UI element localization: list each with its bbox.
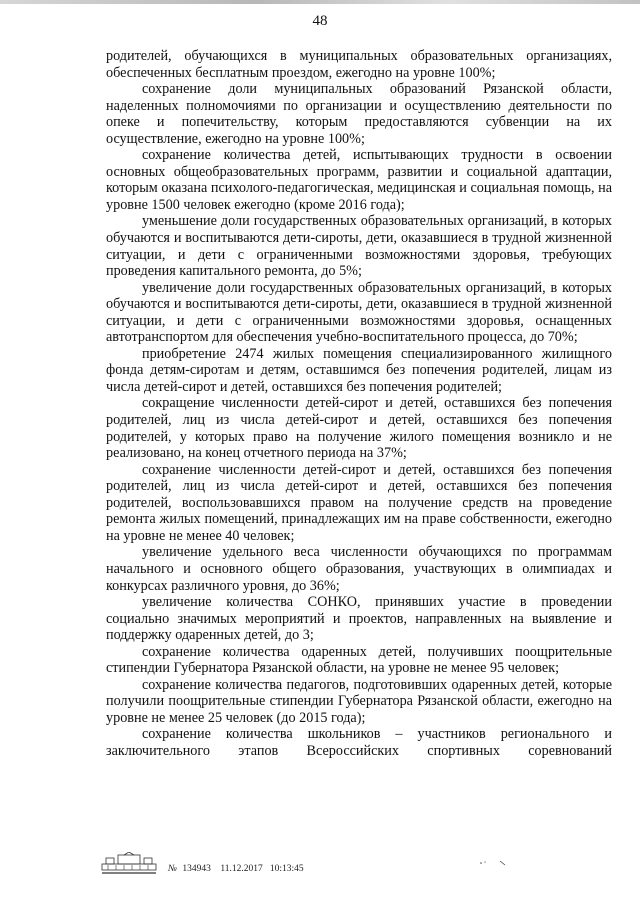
paragraph: сохранение количества одаренных детей, получивших поощрительные стипендии Губернатора Рязанской области, на уровне не менее 95 человек;	[106, 643, 612, 677]
paragraph: увеличение удельного веса численности обучающихся по программам начального и основного общего образования, участвующих в олимпиадах и конкурсах различного уровня, до 36%;	[106, 544, 612, 594]
paragraph: приобретение 2474 жилых помещения специализированного жилищного фонда детям-сиротам и детям, оставшимся без попечения родителей, лицам из числа детей-сирот и детей, оставшихся без попечения родителей;	[106, 345, 612, 395]
paragraph: увеличение количества СОНКО, принявших участие в проведении социально значимых мероприятий и проектов, направленных на выявление и поддержку одаренных детей, до 3;	[106, 594, 612, 644]
paragraph: увеличение доли государственных образовательных организаций, в которых обучаются и воспитываются дети-сироты, дети, оказавшиеся в трудной жизненной ситуации, и дети с ограниченными возможностями здоровья, оснащенных автотранспортом для обеспечения учебно-воспитательного процесса, до 70%;	[106, 279, 612, 346]
doc-date: 11.12.2017	[220, 864, 263, 874]
page-number: 48	[312, 13, 328, 29]
scan-top-edge	[0, 0, 640, 4]
document-body	[106, 48, 612, 760]
paragraph: сохранение количества детей, испытывающих трудности в освоении основных общеобразовательных программ, развитии и социальной адаптации, которым оказана психолого-педагогическая, медицинская и социальная помощь, на уровне 1500 человек ежегодно (кроме 2016 года);	[106, 147, 612, 213]
document-footer	[100, 852, 620, 892]
number-sign: №	[168, 864, 177, 874]
paragraph-continues: сохранение количества школьников – участников регионального и заключительного этапов Всероссийских спортивных соревнований	[106, 726, 612, 759]
paragraph: сохранение доли муниципальных образований Рязанской области, наделенных полномочиями по организации и осуществлению деятельности по опеке и попечительству, которым предоставляются субвенции на их осуществление, ежегодно на уровне 100%;	[106, 81, 612, 147]
paragraph: сохранение количества педагогов, подготовивших одаренных детей, которые получили поощрительные стипендии Губернатора Рязанской области, ежегодно на уровне не менее 25 человек (до 2015 года);	[106, 676, 612, 726]
registry-stamp-icon	[100, 852, 158, 876]
paragraph-continuation: родителей, обучающихся в муниципальных образовательных организациях, обеспеченных бесплатным проездом, ежегодно на уровне 100%;	[106, 48, 612, 81]
doc-time: 10:13:45	[269, 864, 304, 874]
paragraph: сокращение численности детей-сирот и детей, оставшихся без попечения родителей, лиц из числа детей-сирот и детей, оставшихся без попечения родителей, у которых право на получение жилого помещения возникло и не реализовано, на конец отчетного периода на 37%;	[106, 395, 612, 462]
document-registration-id	[168, 864, 304, 874]
doc-number: 134943	[182, 864, 211, 874]
paragraph: сохранение численности детей-сирот и детей, оставшихся без попечения родителей, лиц из числа детей-сирот и детей, оставшихся без попечения родителей, воспользовавшихся правом на получение средств на проведение ремонта жилых помещений, принадлежащих им на праве собственности, ежегодно на уровне не менее 40 человек;	[106, 461, 612, 544]
paragraph: уменьшение доли государственных образовательных организаций, в которых обучаются и воспитываются дети-сироты, дети, оказавшиеся в трудной жизненной ситуации, и дети с ограниченными возможностями здоровья, требующих проведения капитального ремонта, до 5%;	[106, 213, 612, 280]
scan-speck-marks	[478, 858, 518, 868]
